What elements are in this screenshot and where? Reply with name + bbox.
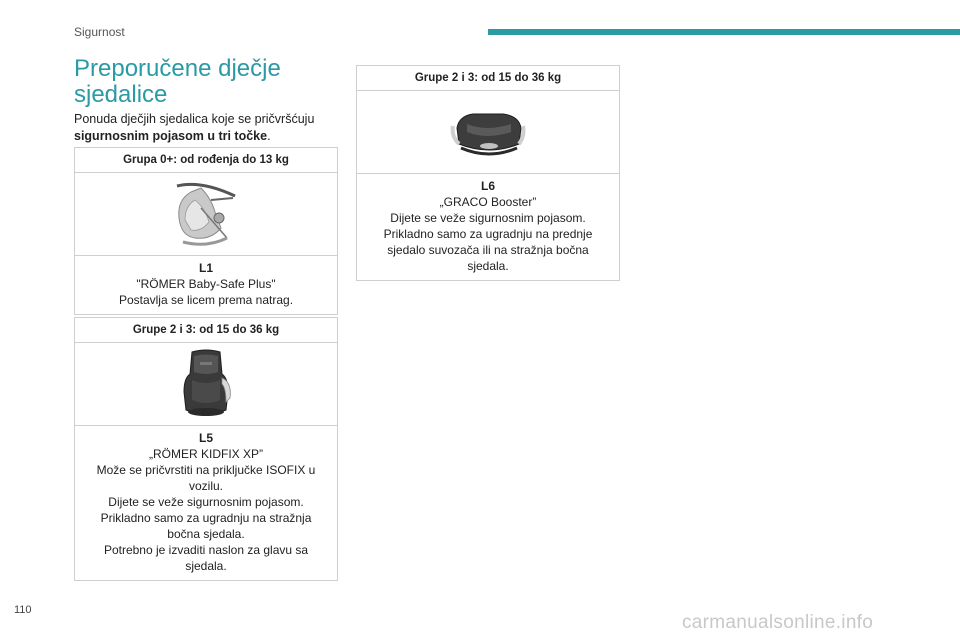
description-line: Dijete se veže sigurnosnim pojasom. [108, 495, 304, 509]
description-line: Postavlja se licem prema natrag. [118, 293, 294, 307]
page-title [74, 56, 338, 108]
seat-code: L6 [480, 179, 495, 193]
table-header: Grupe 2 i 3: od 15 do 36 kg [357, 66, 619, 91]
table-description [75, 256, 337, 314]
watermark: carmanualsonline.info [682, 612, 874, 633]
child-seat-table-l1 [74, 147, 338, 315]
intro-paragraph [74, 111, 338, 145]
highback-booster-seat-icon [176, 348, 236, 420]
table-description [357, 174, 619, 280]
table-description [75, 426, 337, 580]
child-seat-table-l5 [74, 317, 338, 581]
description-line: Dijete se veže sigurnosnim pojasom. [390, 211, 586, 225]
table-header: Grupa 0+: od rođenja do 13 kg [75, 148, 337, 173]
description-line: Prikladno samo za ugradnju na stražnja bočna sjedala. [100, 511, 312, 541]
description-line: „RÖMER KIDFIX XP” [148, 447, 263, 461]
header-accent-bar [488, 29, 960, 35]
description-line: Potrebno je izvaditi naslon za glavu sa sjedala. [103, 543, 309, 573]
intro-end: . [267, 129, 271, 143]
image-cell [75, 173, 337, 256]
page-title-line-2: sjedalice [74, 81, 168, 108]
page-title-line-1: Preporučene dječje [74, 55, 281, 82]
table-header: Grupe 2 i 3: od 15 do 36 kg [75, 318, 337, 343]
page-number: 110 [14, 604, 32, 616]
image-cell [357, 91, 619, 174]
intro-bold-text: sigurnosnim pojasom u tri točke [74, 129, 268, 143]
infant-carrier-seat-icon [171, 178, 241, 250]
image-cell [75, 343, 337, 426]
seat-code: L1 [198, 261, 213, 275]
description-line: Prikladno samo za ugradnju na prednje sjedalo suvozača ili na stražnja bočna sjedala. [383, 227, 593, 273]
seat-code: L5 [198, 431, 213, 445]
booster-cushion-icon [449, 102, 527, 162]
intro-text: Ponuda dječjih sjedalica koje se pričvršćuju [74, 112, 315, 126]
child-seat-table-l6 [356, 65, 620, 281]
section-header: Sigurnost [74, 25, 125, 39]
description-line: "RÖMER Baby-Safe Plus" [136, 277, 276, 291]
description-line: Može se pričvrstiti na priključke ISOFIX u vozilu. [96, 463, 316, 493]
description-line: „GRACO Booster” [439, 195, 537, 209]
